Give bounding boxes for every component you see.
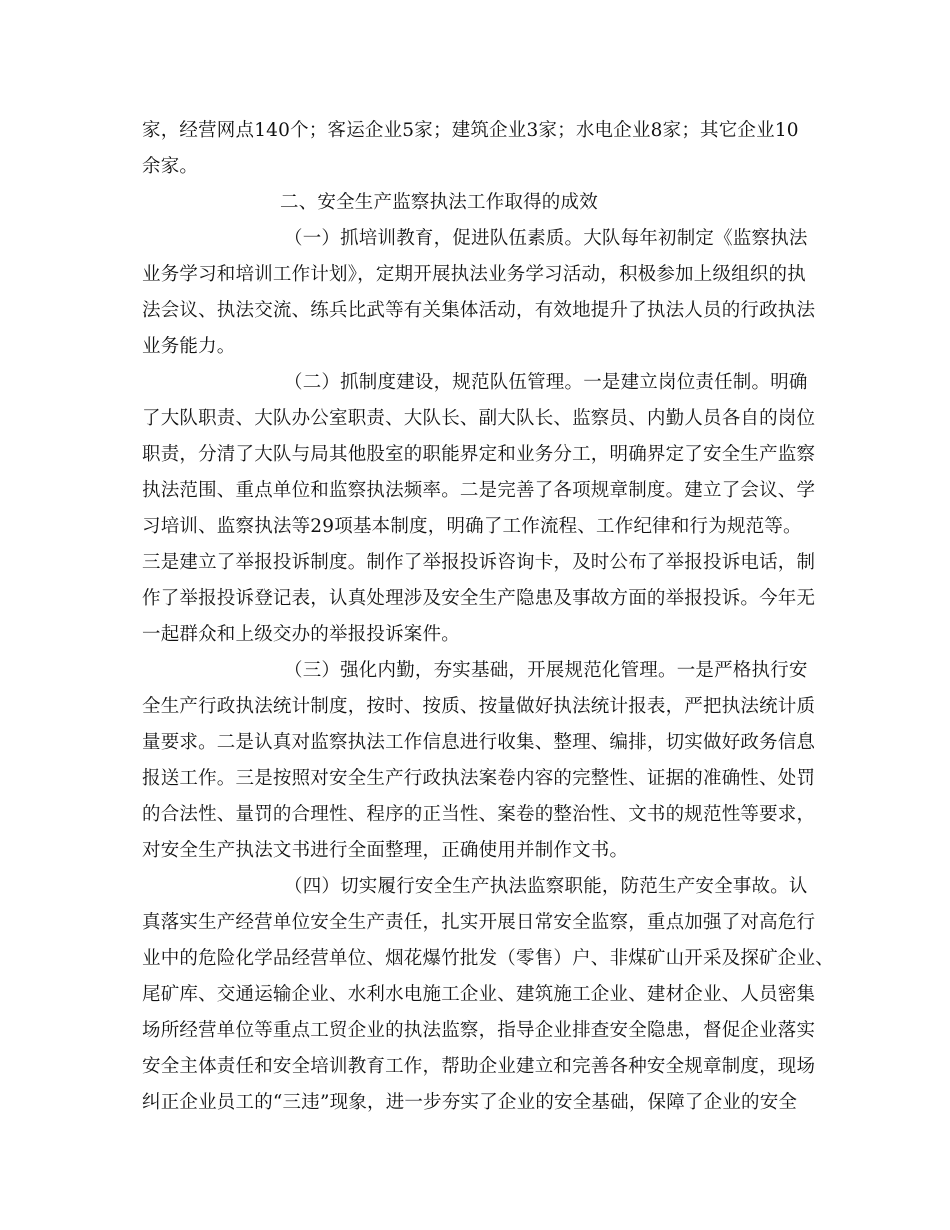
text-line: 场所经营单位等重点工贸企业的执法监察，指导企业排查安全隐患，督促企业落实 <box>142 1020 816 1041</box>
text-line: 执法范围、重点单位和监察执法频率。二是完善了各项规章制度。建立了会议、学 <box>142 480 816 501</box>
text-line: 家，经营网点140个；客运企业5家；建筑企业3家；水电企业8家；其它企业10 <box>142 120 799 141</box>
text-line: 了大队职责、大队办公室职责、大队长、副大队长、监察员、内勤人员各自的岗位 <box>142 408 816 429</box>
paragraph-start-line: （一）抓培训教育，促进队伍素质。大队每年初制定《监察执法 <box>284 228 808 249</box>
text-line: 业务学习和培训工作计划》，定期开展执法业务学习活动，积极参加上级组织的执 <box>142 264 806 285</box>
text-line: 报送工作。三是按照对安全生产行政执法案卷内容的完整性、证据的准确性、处罚 <box>142 768 816 789</box>
text-line: 余家。 <box>142 156 199 177</box>
paragraph-start-line: （二）抓制度建设，规范队伍管理。一是建立岗位责任制。明确 <box>284 372 808 393</box>
paragraph-start-line: （三）强化内勤，夯实基础，开展规范化管理。一是严格执行安 <box>284 660 808 681</box>
text-line: 纠正企业员工的“三违”现象，进一步夯实了企业的安全基础，保障了企业的安全 <box>142 1092 798 1113</box>
text-line: 习培训、监察执法等29项基本制度，明确了工作流程、工作纪律和行为规范等。 <box>142 516 802 537</box>
text-line: 尾矿库、交通运输企业、水利水电施工企业、建筑施工企业、建材企业、人员密集 <box>142 984 816 1005</box>
text-line: 对安全生产执法文书进行全面整理，正确使用并制作文书。 <box>142 840 629 861</box>
text-line: 量要求。二是认真对监察执法工作信息进行收集、整理、编排，切实做好政务信息 <box>142 732 816 753</box>
section-heading: 二、安全生产监察执法工作取得的成效 <box>280 192 598 213</box>
text-line: 三是建立了举报投诉制度。制作了举报投诉咨询卡，及时公布了举报投诉电话，制 <box>142 552 816 573</box>
text-line: 职责，分清了大队与局其他股室的职能界定和业务分工，明确界定了安全生产监察 <box>142 444 816 465</box>
text-line: 真落实生产经营单位安全生产责任，扎实开展日常安全监察，重点加强了对高危行 <box>142 912 816 933</box>
text-line: 全生产行政执法统计制度，按时、按质、按量做好执法统计报表，严把执法统计质 <box>142 696 816 717</box>
text-line: 一起群众和上级交办的举报投诉案件。 <box>142 624 460 645</box>
text-line: 法会议、执法交流、练兵比武等有关集体活动，有效地提升了执法人员的行政执法 <box>142 300 816 321</box>
text-line: 的合法性、量罚的合理性、程序的正当性、案卷的整治性、文书的规范性等要求， <box>142 804 816 825</box>
paragraph-start-line: （四）切实履行安全生产执法监察职能，防范生产安全事故。认 <box>284 876 808 897</box>
text-line: 安全主体责任和安全培训教育工作，帮助企业建立和完善各种安全规章制度，现场 <box>142 1056 816 1077</box>
text-line: 作了举报投诉登记表，认真处理涉及安全生产隐患及事故方面的举报投诉。今年无 <box>142 588 816 609</box>
text-line: 业务能力。 <box>142 336 236 357</box>
text-line: 业中的危险化学品经营单位、烟花爆竹批发（零售）户、非煤矿山开采及探矿企业、 <box>142 948 834 969</box>
